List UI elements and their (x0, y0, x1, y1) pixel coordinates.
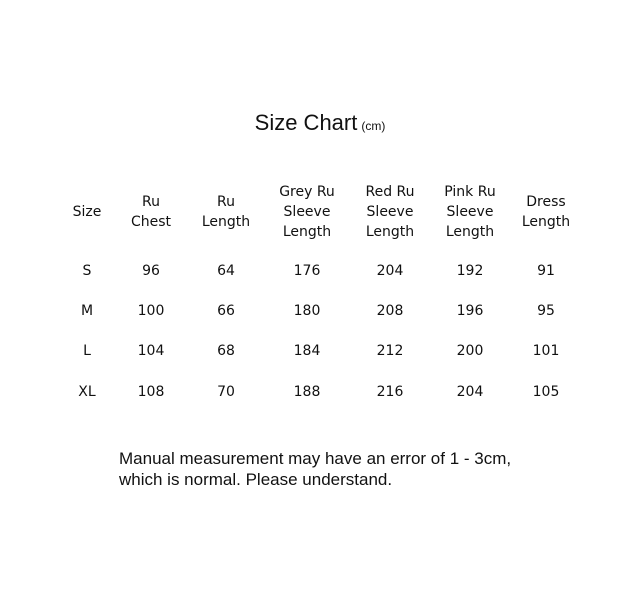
table-cell: 180 (293, 303, 321, 319)
table-cell: S (82, 263, 92, 279)
table-cell: 64 (217, 263, 235, 279)
table-cell: 192 (456, 263, 484, 279)
page-title: Size Chart (254, 110, 358, 135)
header-ru-chest: Ru Chest (130, 194, 172, 230)
table-cell: 104 (137, 343, 165, 359)
table-cell: 204 (456, 384, 484, 400)
table-cell: 68 (217, 343, 235, 359)
header-pink-ru-sleeve-length: Pink Ru Sleeve Length (444, 184, 496, 240)
table-cell: M (80, 303, 94, 319)
header-ru-length: Ru Length (201, 194, 251, 230)
table-cell: 204 (376, 263, 404, 279)
table-cell: 101 (532, 343, 560, 359)
header-dress-length: Dress Length (521, 194, 571, 230)
table-cell: 108 (137, 384, 165, 400)
measurement-note: Manual measurement may have an error of 1 - 3cm, which is normal. Please understand. (119, 449, 512, 489)
table-cell: 96 (142, 263, 160, 279)
table-cell: 212 (376, 343, 404, 359)
table-cell: 95 (537, 303, 555, 319)
table-cell: 100 (137, 303, 165, 319)
table-cell: 188 (293, 384, 321, 400)
table-cell: L (83, 343, 91, 359)
table-cell: 66 (217, 303, 235, 319)
table-cell: XL (78, 384, 96, 400)
table-cell: 176 (293, 263, 321, 279)
header-red-ru-sleeve-length: Red Ru Sleeve Length (365, 184, 415, 240)
table-cell: 91 (537, 263, 555, 279)
table-cell: 184 (293, 343, 321, 359)
table-cell: 105 (532, 384, 560, 400)
table-cell: 196 (456, 303, 484, 319)
table-cell: 216 (376, 384, 404, 400)
unit-label: (cm) (361, 119, 386, 133)
header-size: Size (72, 204, 102, 220)
table-cell: 200 (456, 343, 484, 359)
table-cell: 70 (217, 384, 235, 400)
header-grey-ru-sleeve-length: Grey Ru Sleeve Length (279, 184, 335, 240)
table-cell: 208 (376, 303, 404, 319)
